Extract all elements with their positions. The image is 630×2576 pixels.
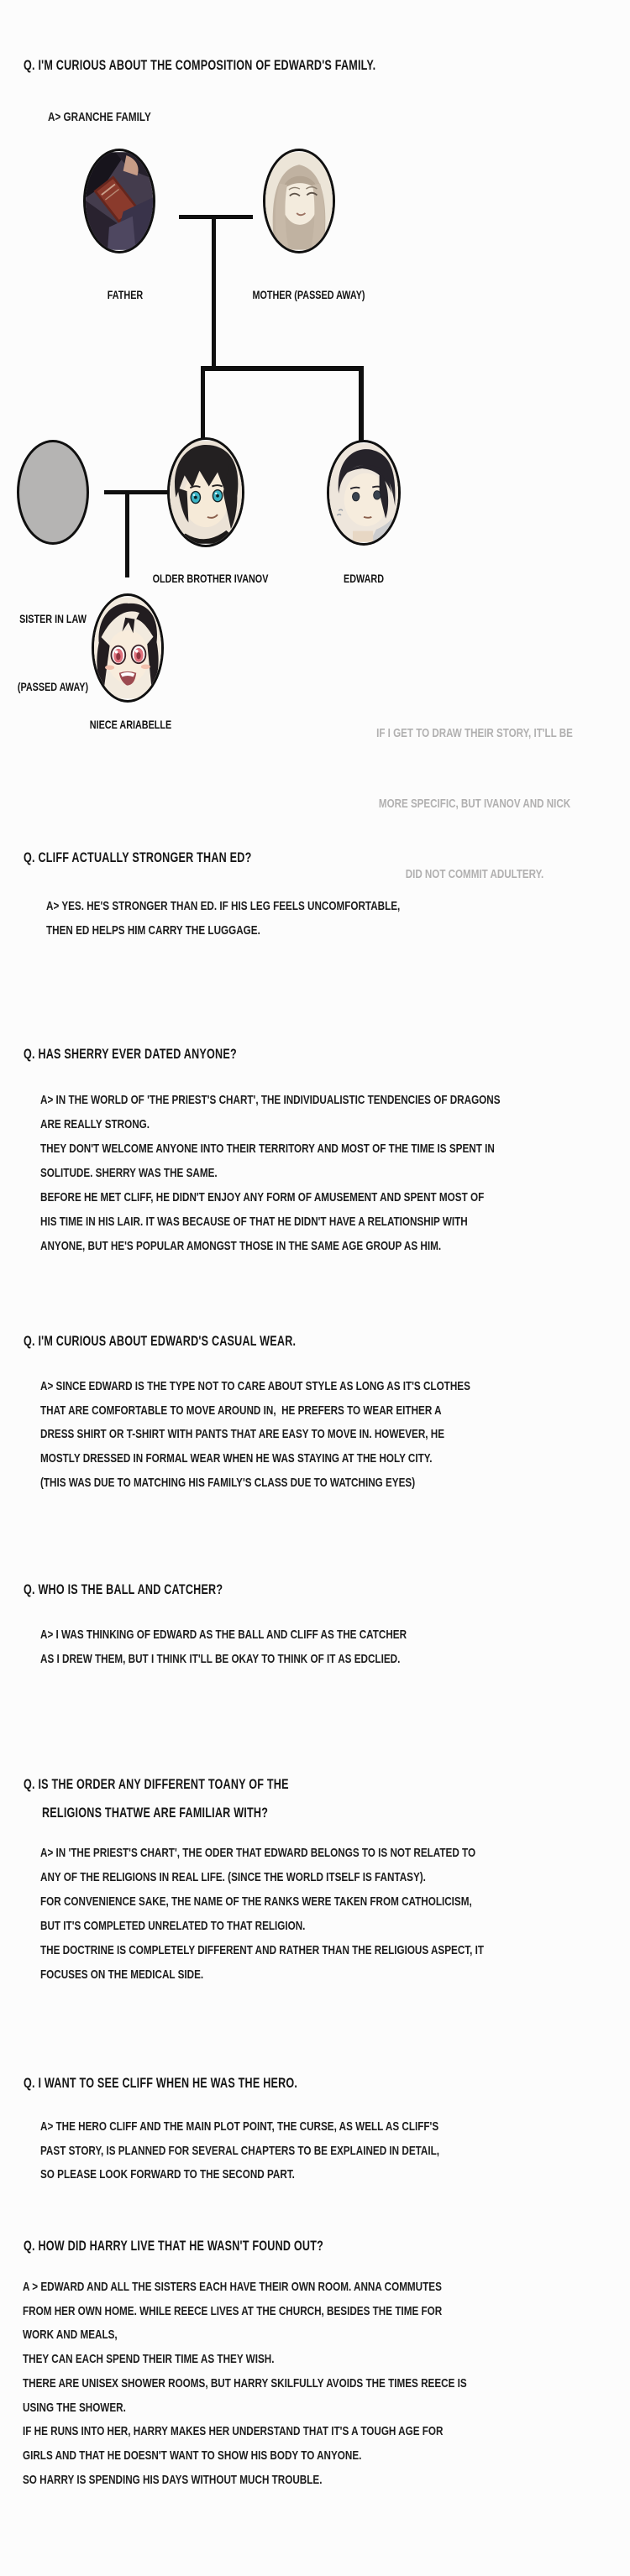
niece-ariabelle-portrait (92, 593, 164, 703)
answer-line: ARE REALLY STRONG. (40, 1117, 150, 1131)
answer-line: THEN ED HELPS HIM CARRY THE LUGGAGE. (46, 922, 260, 938)
question-1: Q. I'M CURIOUS ABOUT THE COMPOSITION OF EDWARD'S FAMILY. (24, 57, 376, 73)
answer-7 (40, 2115, 439, 2187)
older-brother-ivanov-portrait (167, 437, 244, 547)
edward-portrait (327, 440, 401, 546)
question-7: Q. I WANT TO SEE CLIFF WHEN HE WAS THE HERO. (24, 2075, 298, 2091)
tree-connector-parents-horizontal (179, 215, 253, 219)
father-portrait (83, 149, 155, 253)
answer-line: THERE ARE UNISEX SHOWER ROOMS, BUT HARRY SKILFULLY AVOIDS THE TIMES REECE IS (23, 2375, 467, 2391)
question-3: Q. HAS SHERRY EVER DATED ANYONE? (24, 1046, 237, 1062)
answer-line: USING THE SHOWER. (23, 2400, 126, 2415)
answer-line: HIS TIME IN HIS LAIR. IT WAS BECAUSE OF THAT HE DIDN'T HAVE A RELATIONSHIP WITH (40, 1215, 468, 1229)
answer-line: GIRLS AND THAT HE DOESN'T WANT TO SHOW HIS BODY TO ANYONE. (23, 2448, 362, 2463)
question-6-line1: Q. IS THE ORDER ANY DIFFERENT TOANY OF THE (24, 1776, 289, 1792)
sister-in-law-label (16, 562, 90, 721)
answer-2 (46, 895, 400, 943)
answer-line: FROM HER OWN HOME. WHILE REECE LIVES AT THE CHURCH, BESIDES THE TIME FOR (23, 2303, 443, 2318)
tree-connector-drop-right (359, 366, 364, 442)
tree-connector-parents-vertical (212, 215, 216, 369)
author-note-line2: MORE SPECIFIC, BUT IVANOV AND NICK (378, 797, 571, 811)
tree-connector-niece-vertical (125, 490, 129, 577)
answer-line: SO HARRY IS SPENDING HIS DAYS WITHOUT MUCH TROUBLE. (23, 2472, 323, 2487)
answer-line: A> GRANCHE FAMILY (48, 110, 151, 124)
mother-portrait (263, 149, 335, 253)
niece-label: NIECE ARIABELLE (89, 718, 172, 731)
answer-line: WORK AND MEALS, (23, 2328, 118, 2343)
answer-line: BEFORE HE MET CLIFF, HE DIDN'T ENJOY ANY FORM OF AMUSEMENT AND SPENT MOST OF (40, 1190, 485, 1204)
edward-label: EDWARD (344, 572, 384, 585)
answer-line: MOSTLY DRESSED IN FORMAL WEAR WHEN HE WAS STAYING AT THE HOLY CITY. (40, 1451, 433, 1466)
answer-line: ANY OF THE RELIGIONS IN REAL LIFE. (SINCE THE WORLD ITSELF IS FANTASY). (40, 1870, 426, 1884)
answer-5 (40, 1623, 407, 1671)
question-5: Q. WHO IS THE BALL AND CATCHER? (24, 1581, 223, 1597)
sister-in-law-label-line2: (PASSED AWAY) (17, 681, 89, 693)
answer-line: THAT ARE COMFORTABLE TO MOVE AROUND IN, HE PREFERS TO WEAR EITHER A (40, 1403, 442, 1418)
answer-line: A > EDWARD AND ALL THE SISTERS EACH HAVE THEIR OWN ROOM. ANNA COMMUTES (23, 2280, 442, 2294)
answer-line: DRESS SHIRT OR T-SHIRT WITH PANTS THAT ARE EASY TO MOVE IN. HOWEVER, HE (40, 1427, 445, 1442)
answer-line: THEY DON'T WELCOME ANYONE INTO THEIR TERRITORY AND MOST OF THE TIME IS SPENT IN (40, 1142, 495, 1156)
answer-line: AS I DREW THEM, BUT I THINK IT'LL BE OKAY TO THINK OF IT AS EDCLIED. (40, 1651, 401, 1666)
author-note-line1: IF I GET TO DRAW THEIR STORY, IT'LL BE (376, 727, 573, 740)
question-4: Q. I'M CURIOUS ABOUT EDWARD'S CASUAL WEAR. (24, 1333, 297, 1349)
answer-line: FOR CONVENIENCE SAKE, THE NAME OF THE RANKS WERE TAKEN FROM CATHOLICISM, (40, 1894, 472, 1909)
answer-1 (48, 106, 151, 130)
sister-in-law-label-line1: SISTER IN LAW (19, 613, 87, 625)
answer-line: A> IN 'THE PRIEST'S CHART', THE ODER THAT EDWARD BELONGS TO IS NOT RELATED TO (40, 1846, 476, 1860)
answer-4 (40, 1375, 470, 1496)
author-note (357, 675, 592, 910)
answer-line: A> THE HERO CLIFF AND THE MAIN PLOT POINT, THE CURSE, AS WELL AS CLIFF'S (40, 2119, 439, 2134)
answer-line: BUT IT'S COMPLETED UNRELATED TO THAT RELIGION. (40, 1919, 306, 1933)
father-portrait-art (86, 151, 153, 251)
question-6-line2: RELIGIONS THATWE ARE FAMILIAR WITH? (42, 1805, 269, 1821)
question-8: Q. HOW DID HARRY LIVE THAT HE WASN'T FOUND OUT? (24, 2238, 324, 2254)
mother-label: MOTHER (PASSED AWAY) (252, 289, 365, 301)
answer-line: PAST STORY, IS PLANNED FOR SEVERAL CHAPTERS TO BE EXPLAINED IN DETAIL, (40, 2143, 439, 2158)
answer-line: A> YES. HE'S STRONGER THAN ED. IF HIS LEG FEELS UNCOMFORTABLE, (46, 899, 401, 913)
sister-in-law-placeholder (17, 440, 89, 545)
answer-line: A> I WAS THINKING OF EDWARD AS THE BALL AND CLIFF AS THE CATCHER (40, 1628, 407, 1642)
answer-8 (23, 2276, 467, 2492)
answer-3 (40, 1088, 501, 1258)
tree-connector-couple2-horizontal (104, 490, 168, 494)
older-brother-portrait-art (170, 440, 242, 545)
question-2: Q. CLIFF ACTUALLY STRONGER THAN ED? (24, 849, 252, 865)
tree-connector-drop-left (201, 366, 205, 440)
niece-portrait-art (94, 596, 161, 700)
answer-line: SOLITUDE. SHERRY WAS THE SAME. (40, 1166, 218, 1180)
older-brother-label: OLDER BROTHER IVANOV (152, 572, 269, 585)
father-label: FATHER (107, 289, 144, 301)
answer-line: A> IN THE WORLD OF 'THE PRIEST'S CHART', THE INDIVIDUALISTIC TENDENCIES OF DRAGONS (40, 1093, 501, 1107)
tree-connector-children-bar (201, 366, 364, 371)
mother-portrait-art (265, 151, 333, 251)
edward-portrait-art (329, 442, 398, 543)
author-note-line3: DID NOT COMMIT ADULTERY. (405, 868, 544, 881)
answer-line: ANYONE, BUT HE'S POPULAR AMONGST THOSE IN THE SAME AGE GROUP AS HIM. (40, 1239, 442, 1253)
answer-line: A> SINCE EDWARD IS THE TYPE NOT TO CARE ABOUT STYLE AS LONG AS IT'S CLOTHES (40, 1379, 470, 1393)
answer-line: SO PLEASE LOOK FORWARD TO THE SECOND PART. (40, 2167, 295, 2182)
answer-line: (THIS WAS DUE TO MATCHING HIS FAMILY'S CLASS DUE TO WATCHING EYES) (40, 1475, 416, 1490)
answer-line: IF HE RUNS INTO HER, HARRY MAKES HER UNDERSTAND THAT IT'S A TOUGH AGE FOR (23, 2424, 444, 2439)
answer-line: FOCUSES ON THE MEDICAL SIDE. (40, 1967, 204, 1982)
answer-line: THE DOCTRINE IS COMPLETELY DIFFERENT AND RATHER THAN THE RELIGIOUS ASPECT, IT (40, 1943, 485, 1957)
answer-line: THEY CAN EACH SPEND THEIR TIME AS THEY WISH. (23, 2352, 275, 2367)
answer-6 (40, 1841, 484, 1987)
